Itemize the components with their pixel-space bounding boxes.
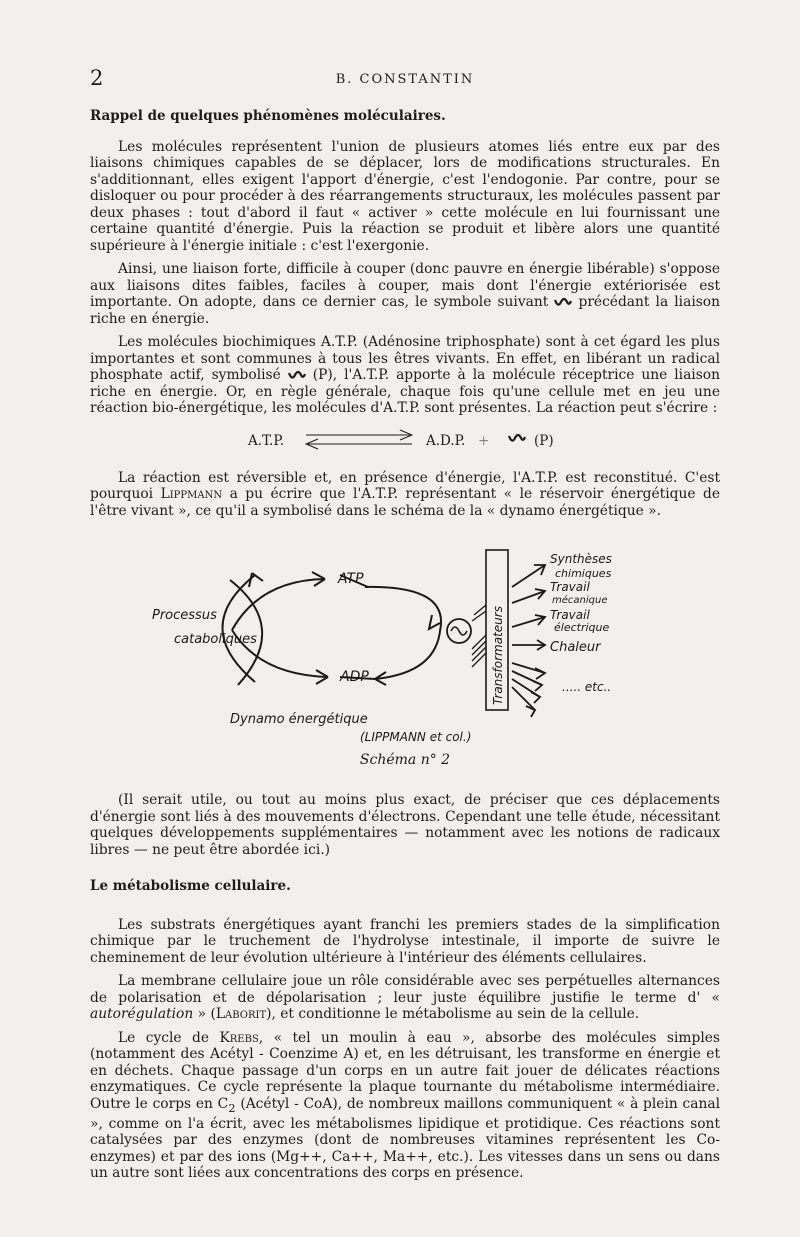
energy-bond-icon — [508, 433, 526, 443]
paragraph: Les substrats énergétiques ayant franchi les premiers stades de la simplification chimique par le truchement de l'hydrolyse intestinale, il importe de suivre le cheminement de leur évolution ultérieure à l'intérieur des éléments cellulaires. — [90, 916, 720, 966]
output-label: ..... etc.. — [562, 680, 612, 694]
arc-to-atp — [232, 579, 325, 630]
transformers-label: Transformateurs — [491, 606, 505, 705]
section-rappel — [90, 108, 720, 526]
energy-bond-icon — [288, 370, 306, 380]
author-name: Krebs — [219, 1029, 259, 1046]
term-autoregulation: autorégulation — [90, 1006, 194, 1022]
output-label: chimiques — [555, 567, 612, 580]
paragraph-text: La membrane cellulaire joue un rôle considérable avec ses perpétuelles alternances de polarisation et de dépolarisation ; leur juste équilibre justifie le terme d' « — [90, 973, 720, 1006]
section-title: Rappel de quelques phénomènes moléculaires. — [90, 108, 446, 124]
paragraph-text: Ainsi, une liaison forte, difficile à couper (donc pauvre en énergie libérable) s'oppose aux liaisons dites faibles, faciles à couper, mais dont l'énergie extériorisée est importante. On adopte, dans ce dernier cas, le symbole suivant — [90, 261, 720, 310]
reaction-equation — [90, 424, 720, 458]
equation-left: A.T.P. — [248, 432, 284, 449]
paragraph-text: a pu écrire que l'A.T.P. représentant « le réservoir énergétique de l'être vivant », ce qu'il a symbolisé dans le schéma de la « dynamo énergétique ». — [90, 486, 721, 519]
page-header — [90, 66, 720, 96]
note-block — [90, 792, 720, 865]
paragraph — [90, 470, 720, 520]
paragraph-text: Les molécules biochimiques A.T.P. (Adénosine triphosphate) sont à cet égard les plus importantes et sont communes à tous les êtres vivants. En effet, en libérant un radical phosphate actif, symbolisé — [90, 334, 720, 383]
dynamo-arc — [365, 587, 441, 679]
paragraph — [90, 973, 720, 1023]
output-label: Synthèses — [550, 552, 612, 566]
output-label: Travail — [550, 580, 590, 594]
energy-bond-icon — [554, 297, 572, 307]
paragraph — [90, 334, 720, 417]
note-paragraph: (Il serait utile, ou tout au moins plus exact, de préciser que ces déplacements d'énergie sont liés à des mouvements d'électrons. Cependant une telle étude, nécessitant quelques développements supplémentaires — notamment avec les notions de radicaux libres — ne peut être abordée ici.) — [90, 792, 720, 858]
section-metabolisme — [90, 878, 720, 1189]
figure-caption: Schéma n° 2 — [359, 752, 451, 768]
catabolic-arc — [223, 575, 256, 682]
arrow-head — [429, 615, 440, 629]
atp-label: ATP — [338, 571, 364, 587]
running-head: B. CONSTANTIN — [335, 72, 475, 87]
paragraph — [90, 261, 720, 327]
paragraph-text: La réaction est réversible et, en présence d'énergie, l'A.T.P. est reconstitué. C'est pourquoi — [90, 469, 720, 502]
subscript: 2 — [228, 1100, 236, 1115]
processus-label: Processus — [152, 608, 217, 623]
equation-plus: + — [478, 432, 490, 449]
arrow-head — [249, 573, 263, 587]
adp-label: ADP — [340, 669, 369, 685]
section-title: Le métabolisme cellulaire. — [90, 878, 291, 894]
output-label: Travail — [550, 608, 590, 622]
author-name: Lippmann — [160, 486, 223, 502]
author-name: Laborit — [215, 1006, 267, 1022]
paragraph — [90, 1030, 720, 1182]
output-label: électrique — [554, 621, 610, 634]
paragraph-text: (P), l'A.T.P. apporte à la molécule réceptrice une liaison riche en énergie. Or, en règle générale, chaque fois qu'une cellule met en jeu une réaction bio-énergétique, les molécules d'A.T.P. sont présentes. La réaction peut s'écrire : — [90, 367, 720, 416]
paragraph-text: , « tel un moulin à eau », absorbe des molécules simples (notamment des Acétyl - Coenzime A) et, en les détruisant, les transforme en énergie et en déchets. Chaque passage d'un corps en un autre fait jouer de délicates réactions enzymatiques. Ce cycle représente la plaque tournante du métabolisme intermédiaire. Outre le corps en C — [90, 1029, 720, 1112]
equation-right: A.D.P. — [426, 432, 466, 449]
diagram-credit: (LIPPMANN et col.) — [360, 730, 472, 744]
page-number: 2 — [90, 66, 104, 90]
paragraph-text: ), et conditionne le métabolisme au sein de la cellule. — [266, 1006, 640, 1022]
dynamo-diagram — [150, 545, 650, 775]
paragraph-text: précédant la liaison riche en énergie. — [90, 294, 720, 327]
diagram-title: Dynamo énergétique — [230, 712, 368, 727]
paragraph-text: Le cycle de — [118, 1029, 210, 1046]
output-label: Chaleur — [550, 640, 601, 655]
reversible-arrows-icon — [300, 424, 420, 458]
paragraph-text: (Acétyl - CoA), de nombreux maillons communiquent « à plein canal », comme on l'a écrit, avec les métabolismes lipidique et protidique. Ces réactions sont catalysées par des enzymes (dont de nombreuses vitamines représentent les Co-enzymes) et par des ions (Mg++, Ca++, Ma++, etc.). Les vitesses dans un sens ou dans un autre sont liées aux concentrations des corps en présence. — [90, 1095, 720, 1182]
output-label: mécanique — [552, 595, 608, 606]
cataboliques-label: cataboliques — [174, 632, 257, 647]
equation-phosphate: (P) — [534, 432, 554, 449]
paragraph-text: » ( — [197, 1006, 216, 1022]
paragraph: Les molécules représentent l'union de plusieurs atomes liés entre eux par des liaisons chimiques capables de se déplacer, lors de modifications structurales. En s'additionnant, elles exigent l'apport d'énergie, c'est l'endogonie. Par contre, pour se disloquer ou pour procéder à des réarrangements structuraux, les molécules passent par deux phases : tout d'abord il faut « activer » cette molécule en lui fournissant une certaine quantité d'énergie. Puis la réaction se produit et libère alors une quantité supérieure à l'énergie initiale : c'est l'exergonie. — [90, 138, 720, 254]
